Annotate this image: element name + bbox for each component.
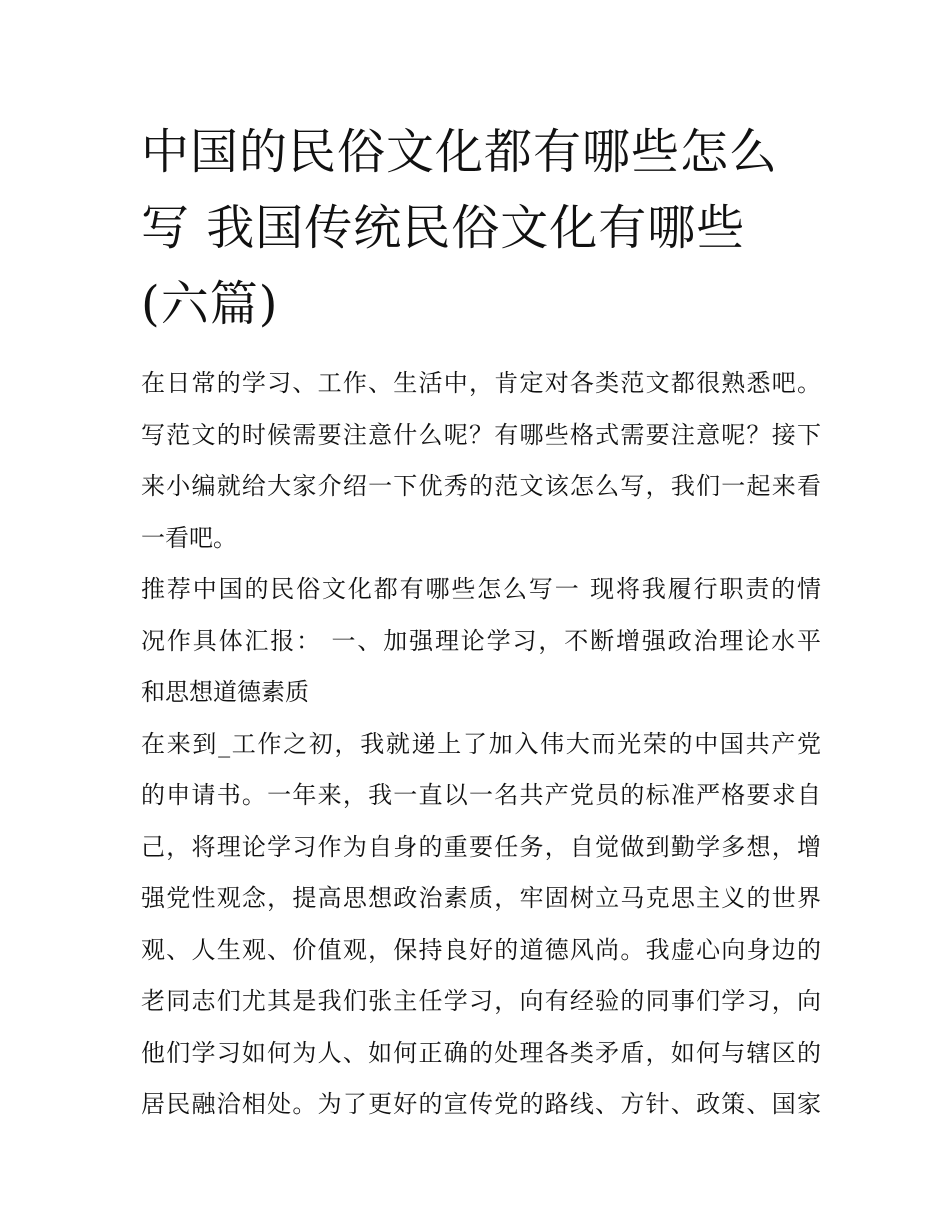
title-line-1: 中国的民俗文化都有哪些怎么 <box>141 124 779 180</box>
body-line: 一看吧。 <box>141 523 237 552</box>
title-line-2: 写 我国传统民俗文化有哪些 <box>141 200 746 256</box>
body-line: 强党性观念，提高思想政治素质，牢固树立马克思主义的世界 <box>141 884 821 912</box>
body-line: 他们学习如何为人、如何正确的处理各类矛盾，如何与辖区的 <box>141 1038 821 1067</box>
body-line: 况作具体汇报： 一、加强理论学习，不断增强政治理论水平 <box>141 626 821 655</box>
body-line: 在日常的学习、工作、生活中，肯定对各类范文都很熟悉吧。 <box>141 369 821 397</box>
title-line-3: (六篇) <box>141 276 279 332</box>
body-line: 老同志们尤其是我们张主任学习，向有经验的同事们学习，向 <box>141 987 821 1015</box>
body-line: 推荐中国的民俗文化都有哪些怎么写一 现将我履行职责的情 <box>141 575 821 603</box>
document-body <box>141 358 821 1131</box>
body-line: 在来到_工作之初，我就递上了加入伟大而光荣的中国共产党 <box>141 729 821 758</box>
body-line: 写范文的时候需要注意什么呢？有哪些格式需要注意呢？接下 <box>141 420 821 449</box>
body-line: 观、人生观、价值观，保持良好的道德风尚。我虚心向身边的 <box>141 935 821 964</box>
document-title <box>141 114 821 342</box>
body-line: 居民融洽相处。为了更好的宣传党的路线、方针、政策、国家 <box>141 1090 821 1118</box>
body-line: 来小编就给大家介绍一下优秀的范文该怎么写，我们一起来看 <box>141 472 821 500</box>
body-line: 己，将理论学习作为自身的重要任务，自觉做到勤学多想，增 <box>141 832 821 861</box>
body-line: 的申请书。一年来，我一直以一名共产党员的标准严格要求自 <box>141 781 821 809</box>
body-line: 和思想道德素质 <box>141 678 309 706</box>
